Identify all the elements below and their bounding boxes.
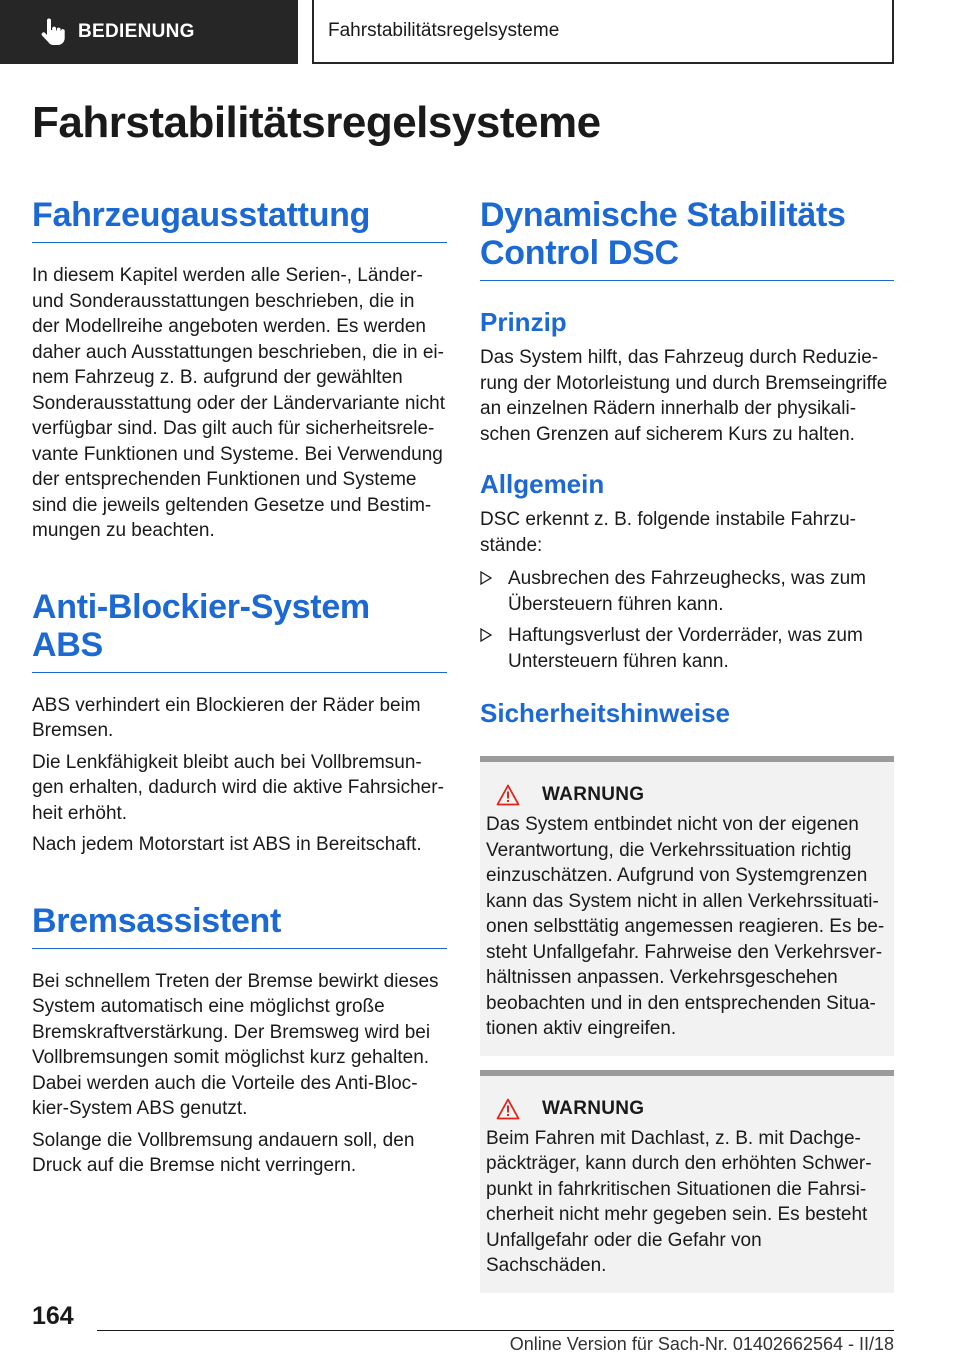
breadcrumb <box>312 0 894 64</box>
section-tab-label: BEDIENUNG <box>78 21 195 42</box>
paragraph-prinzip: Das System hilft, das Fahrzeug durch Reduzierung der Motorleistung und durch Bremseingriffe an einzelnen Rädern innerhalb der physikalischen Grenzen auf sicherem Kurs zu halten. <box>480 347 888 445</box>
warning-box <box>480 756 894 1056</box>
footer-divider <box>97 1330 894 1331</box>
heading-dsc-line1: Dynamische Stabilitäts <box>480 196 846 234</box>
warning-text: Beim Fahren mit Dachlast, z. B. mit Dachgepäckträger, kann durch den erhöhten Schwerpunkt in fahrkritischen Situationen die Fahrsicherheit nicht mehr gegeben sein. Es besteht Unfallgefahr oder die Gefahr von Sachschäden. <box>486 1127 872 1276</box>
list-item <box>480 623 894 674</box>
heading-sicherheitshinweise: Sicherheitshinweise <box>480 698 730 728</box>
heading-abs: Anti-Blockier-System ABS <box>32 588 447 673</box>
warning-triangle-icon <box>496 784 520 806</box>
paragraph-fahrzeugausstattung: In diesem Kapitel werden alle Serien-, Länder- und Sonderausstattungen beschrieben, die in der Modellreihe angeboten werden. Es werden daher auch Ausstattungen beschrieben, die in einem Fahrzeug z. B. aufgrund der gewählten Sonderausstattung oder der Ländervariante nicht verfügbar sind. Das gilt auch für sicherheitsrelevante Funktionen und Systeme. Bei Verwendung der entsprechenden Funktionen und Systeme sind die jeweils geltenden Gesetze und Bestimmungen zu beachten. <box>32 265 445 541</box>
heading-dsc <box>480 190 894 281</box>
paragraph-bremsassistent-2: Solange die Vollbremsung andauern soll, den Druck auf die Bremse nicht verringern. <box>32 1129 415 1176</box>
list-item <box>480 566 894 617</box>
heading-dsc-line2: Control DSC <box>480 234 679 272</box>
right-column <box>480 190 894 1293</box>
paragraph-allgemein: DSC erkennt z. B. folgende instabile Fahrzustände: <box>480 509 856 556</box>
triangle-bullet-icon <box>480 571 492 585</box>
heading-bremsassistent: Bremsassistent <box>32 902 447 949</box>
left-column <box>32 190 447 1179</box>
pointing-hand-icon <box>36 17 66 47</box>
warning-text: Das System entbindet nicht von der eigenen Verantwortung, die Verkehrssituation richtig einzuschätzen. Aufgrund von Systemgrenzen kann das System nicht in allen Verkehrssituationen selbsttätig angemessen reagieren. Es besteht Unfallgefahr. Fahrweise den Verkehrsverhältnissen anpassen. Verkehrsgeschehen beobachten und in den entsprechenden Situationen aktiv eingreifen. <box>486 814 885 1039</box>
breadcrumb-label: Fahrstabilitätsregelsysteme <box>328 20 560 41</box>
warning-triangle-icon <box>496 1098 520 1120</box>
heading-fahrzeugausstattung: Fahrzeugausstattung <box>32 190 447 243</box>
warning-box <box>480 1070 894 1293</box>
paragraph-abs-2: Die Lenkfähigkeit bleibt auch bei Vollbremsungen erhalten, dadurch wird die aktive Fahrsicherheit erhöht. <box>32 751 444 824</box>
heading-prinzip: Prinzip <box>480 307 567 337</box>
warning-label: WARNUNG <box>542 784 645 805</box>
list-item-text: Haftungsverlust der Vorderräder, was zum Untersteuern führen kann. <box>508 625 863 672</box>
section-tab[interactable] <box>0 0 298 64</box>
footer-note: Online Version für Sach-Nr. 01402662564 - II/18 <box>509 1334 894 1354</box>
list-item-text: Ausbrechen des Fahrzeughecks, was zum Übersteuern führen kann. <box>508 568 867 615</box>
page-title: Fahrstabilitätsregelsysteme <box>32 98 601 147</box>
warning-label: WARNUNG <box>542 1097 645 1119</box>
paragraph-abs-3: Nach jedem Motorstart ist ABS in Bereitschaft. <box>32 834 422 855</box>
heading-allgemein: Allgemein <box>480 469 605 499</box>
paragraph-bremsassistent-1: Bei schnellem Treten der Bremse bewirkt dieses System automatisch eine möglichst große Bremskraftverstärkung. Der Bremsweg wird bei Vollbremsungen somit möglichst kurz gehalten. Dabei werden auch die Vorteile des Anti-Blockier-System ABS genutzt. <box>32 970 439 1119</box>
page-number: 164 <box>32 1302 74 1330</box>
paragraph-abs-1: ABS verhindert ein Blockieren der Räder beim Bremsen. <box>32 694 421 741</box>
triangle-bullet-icon <box>480 628 492 642</box>
